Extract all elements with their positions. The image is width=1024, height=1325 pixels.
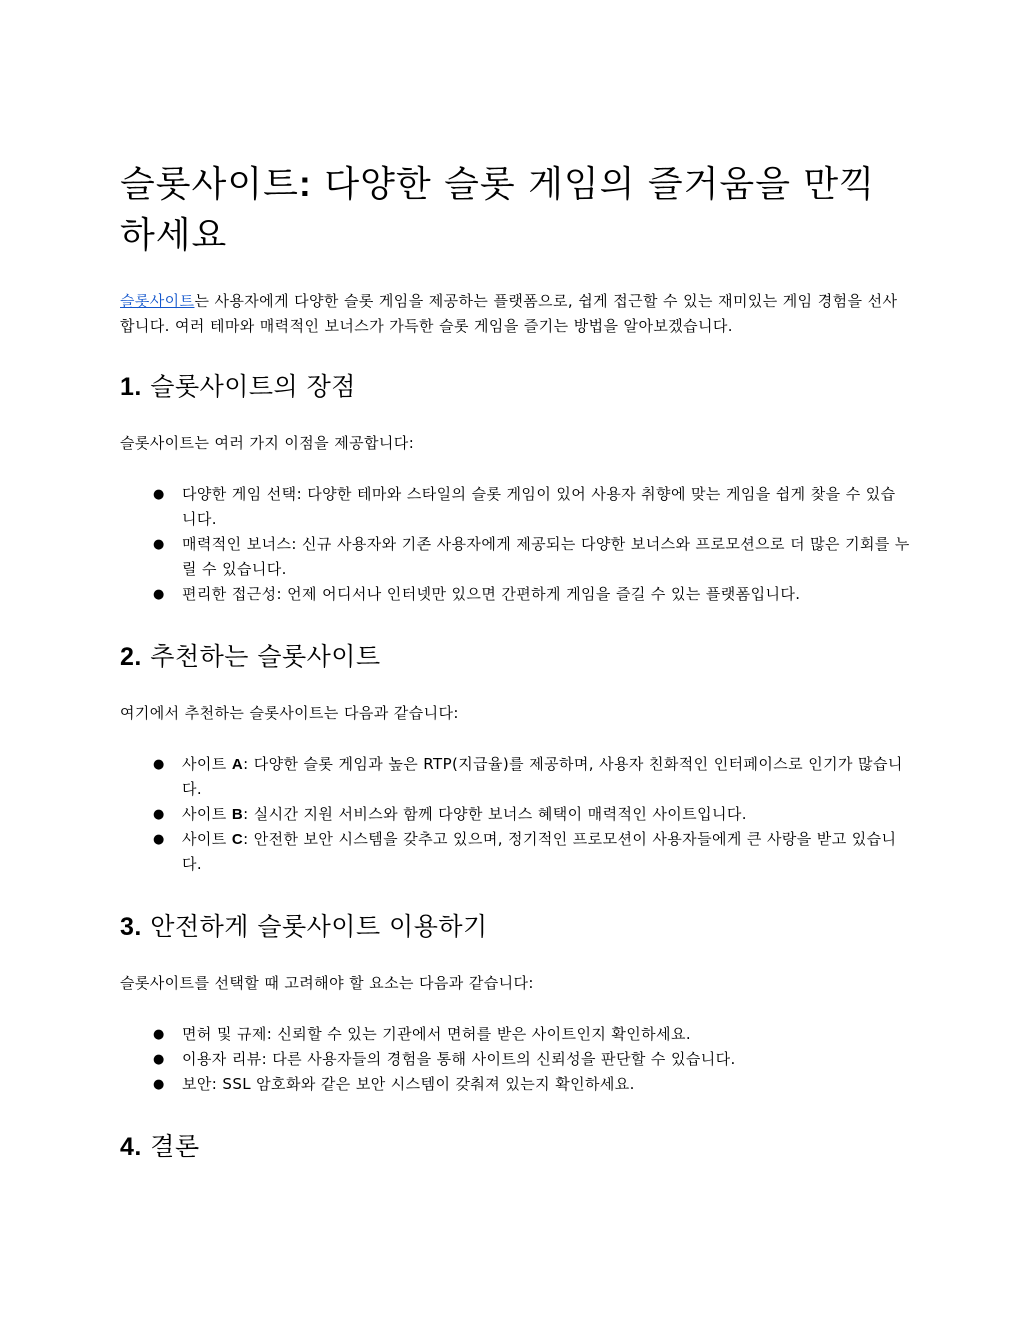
- section-title: 추천하는 슬롯사이트: [141, 642, 381, 671]
- slot-site-link[interactable]: 슬롯사이트: [120, 292, 195, 310]
- intro-paragraph: [120, 289, 910, 339]
- site-name: B: [231, 806, 244, 823]
- list-item-text: 다양한 게임 선택: 다양한 테마와 스타일의 슬롯 게임이 있어 사용자 취향에 맞는 게임을 쉽게 찾을 수 있습니다.: [182, 485, 896, 528]
- section-4-heading: [120, 1129, 910, 1165]
- section-number: 1.: [120, 373, 142, 401]
- site-name: A: [231, 756, 244, 773]
- list-item-prefix: 사이트: [182, 755, 232, 773]
- section-1-list: [120, 482, 910, 607]
- section-3-heading: [120, 909, 910, 945]
- list-item: [120, 827, 910, 877]
- bullet-icon: ●: [153, 487, 165, 502]
- bullet-icon: ●: [153, 1052, 165, 1067]
- bullet-icon: ●: [153, 757, 165, 772]
- list-item-prefix: 사이트: [182, 805, 232, 823]
- list-item-text: : 다양한 슬롯 게임과 높은 RTP(지급율)를 제공하며, 사용자 친화적인 인터페이스로 인기가 많습니다.: [182, 755, 903, 798]
- title-part1: 슬롯사이트: [120, 164, 299, 205]
- list-item: [120, 752, 910, 802]
- section-2-lead: 여기에서 추천하는 슬롯사이트는 다음과 같습니다:: [120, 704, 459, 722]
- list-item: [120, 1047, 910, 1072]
- page-title: [120, 158, 910, 261]
- section-number: 3.: [120, 913, 142, 941]
- section-2-heading: [120, 639, 910, 675]
- title-part2: 다양한 슬롯 게임의 즐거움을 만끽하세요: [120, 164, 875, 256]
- list-item: [120, 802, 910, 827]
- list-item-text: 매력적인 보너스: 신규 사용자와 기존 사용자에게 제공되는 다양한 보너스와 프로모션으로 더 많은 기회를 누릴 수 있습니다.: [182, 535, 910, 578]
- site-name: C: [231, 831, 244, 848]
- bullet-icon: ●: [153, 1027, 165, 1042]
- section-number: 2.: [120, 643, 142, 671]
- section-number: 4.: [120, 1133, 142, 1161]
- section-title: 슬롯사이트의 장점: [141, 372, 356, 401]
- document-page: [120, 158, 910, 1165]
- bullet-icon: ●: [153, 807, 165, 822]
- section-title: 안전하게 슬롯사이트 이용하기: [141, 912, 488, 941]
- list-item-text: 이용자 리뷰: 다른 사용자들의 경험을 통해 사이트의 신뢰성을 판단할 수 있습니다.: [182, 1050, 736, 1068]
- section-1-heading: [120, 369, 910, 405]
- list-item-text: 편리한 접근성: 언제 어디서나 인터넷만 있으면 간편하게 게임을 즐길 수 있는 플랫폼입니다.: [182, 585, 801, 603]
- section-title: 결론: [141, 1132, 200, 1161]
- intro-text: 는 사용자에게 다양한 슬롯 게임을 제공하는 플랫폼으로, 쉽게 접근할 수 있는 재미있는 게임 경험을 선사합니다. 여러 테마와 매력적인 보너스가 가득한 슬롯 게임을 즐기는 방법을 알아보겠습니다.: [120, 292, 898, 335]
- section-1-lead: 슬롯사이트는 여러 가지 이점을 제공합니다:: [120, 434, 415, 452]
- list-item: [120, 532, 910, 582]
- bullet-icon: ●: [153, 587, 165, 602]
- list-item-text: 면허 및 규제: 신뢰할 수 있는 기관에서 면허를 받은 사이트인지 확인하세요.: [182, 1025, 692, 1043]
- section-3-lead: 슬롯사이트를 선택할 때 고려해야 할 요소는 다음과 같습니다:: [120, 974, 534, 992]
- bullet-icon: ●: [153, 537, 165, 552]
- title-colon: :: [298, 163, 312, 204]
- list-item-text: : 안전한 보안 시스템을 갖추고 있으며, 정기적인 프로모션이 사용자들에게 큰 사랑을 받고 있습니다.: [182, 830, 897, 873]
- section-2-list: [120, 752, 910, 877]
- list-item-text: 보안: SSL 암호화와 같은 보안 시스템이 갖춰져 있는지 확인하세요.: [182, 1075, 635, 1093]
- list-item: [120, 482, 910, 532]
- section-3-list: [120, 1022, 910, 1097]
- list-item: [120, 582, 910, 607]
- list-item: [120, 1022, 910, 1047]
- list-item: [120, 1072, 910, 1097]
- list-item-prefix: 사이트: [182, 830, 232, 848]
- bullet-icon: ●: [153, 832, 165, 847]
- list-item-text: : 실시간 지원 서비스와 함께 다양한 보너스 혜택이 매력적인 사이트입니다.: [243, 805, 747, 823]
- bullet-icon: ●: [153, 1077, 165, 1092]
